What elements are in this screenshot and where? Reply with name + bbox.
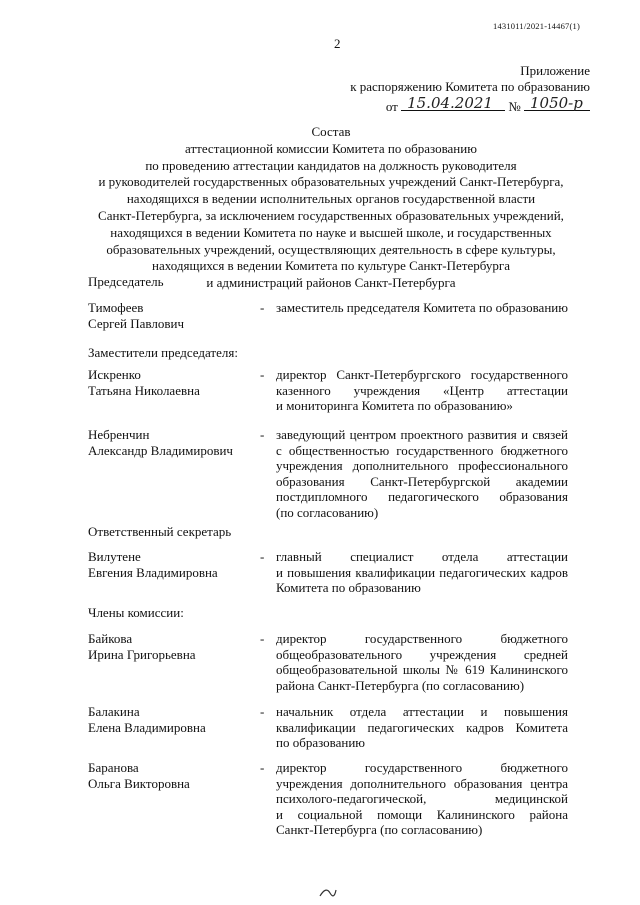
member-name	[88, 549, 258, 580]
member-name	[88, 300, 258, 331]
member-given-names: Евгения Владимировна	[88, 564, 218, 580]
title-line: аттестационной комиссии Комитета по образованию	[185, 140, 477, 156]
member-given-names: Елена Владимировна	[88, 719, 206, 735]
member-surname: Искренко	[88, 367, 141, 382]
appendix-label: Приложение	[520, 63, 590, 78]
member-role	[276, 367, 568, 414]
member-role	[276, 631, 568, 693]
member-name	[88, 760, 258, 791]
role-line: учреждения дополнительного образования центра	[276, 775, 568, 791]
role-line: заместитель председателя Комитета по образованию	[276, 300, 568, 315]
appendix-header	[350, 63, 590, 115]
title-line: и администраций районов Санкт-Петербурга	[206, 275, 456, 291]
role-line: психолого-педагогической, медицинской	[276, 791, 568, 807]
role-line: общеобразовательного учреждения средней	[276, 646, 568, 662]
member-role	[276, 704, 568, 751]
entry-dash: -	[260, 367, 265, 382]
title-line: образовательных учреждений, осуществляющих деятельность в сфере культуры,	[106, 241, 556, 257]
date-field	[401, 95, 505, 111]
member-role	[276, 427, 568, 521]
member-surname: Тимофеев	[88, 300, 144, 315]
number-prefix: №	[508, 99, 521, 114]
member-surname: Небренчин	[88, 427, 150, 442]
title-line: находящихся в ведении Комитета по науке и высшей школе, и государственных	[110, 224, 552, 240]
section-secretary-heading: Ответственный секретарь	[88, 524, 232, 539]
entry-dash: -	[260, 704, 265, 719]
role-line: квалификации педагогических кадров Комитета	[276, 719, 568, 735]
member-role	[276, 549, 568, 596]
role-line: района Санкт-Петербурга (по согласованию)	[276, 677, 525, 693]
entry-dash: -	[260, 760, 265, 775]
entry-dash: -	[260, 549, 265, 564]
role-line: Санкт-Петербурга (по согласованию)	[276, 822, 483, 838]
role-line: общеобразовательной школы № 619 Калининского	[276, 662, 568, 678]
member-surname: Балакина	[88, 704, 140, 719]
role-line: учреждения дополнительного профессионального	[276, 458, 568, 474]
title-line: находящихся в ведении Комитета по культуре Санкт-Петербурга	[152, 258, 510, 274]
entry-dash: -	[260, 427, 265, 442]
date-prefix: от	[385, 99, 398, 114]
appendix-date-number-line	[350, 95, 590, 115]
role-line: Комитета по образованию	[276, 580, 421, 596]
member-role	[276, 760, 568, 838]
role-line: образования Санкт-Петербургской академии	[276, 473, 568, 489]
role-line: директор государственного бюджетного	[276, 760, 568, 775]
document-title	[90, 124, 572, 292]
member-given-names: Сергей Павлович	[88, 315, 184, 331]
entry-dash: -	[260, 300, 265, 315]
member-surname: Вилутене	[88, 549, 141, 564]
role-line: постдипломного педагогического образования	[276, 489, 568, 505]
member-surname: Байкова	[88, 631, 133, 646]
title-line: Состав	[311, 124, 351, 139]
section-chair-heading: Председатель	[88, 274, 164, 289]
number-field	[524, 95, 590, 111]
handwritten-order-number: 1050-р	[530, 94, 583, 112]
section-members-heading: Члены комиссии:	[88, 605, 184, 620]
role-line: и повышения квалификации педагогических кадров	[276, 564, 568, 580]
member-name	[88, 631, 258, 662]
role-line: главный специалист отдела аттестации	[276, 549, 568, 564]
page-number: 2	[334, 36, 341, 51]
title-line: и руководителей государственных образовательных учреждений Санкт-Петербурга,	[98, 174, 564, 190]
member-given-names: Татьяна Николаевна	[88, 382, 200, 398]
member-name	[88, 704, 258, 735]
title-line: Санкт-Петербурга, за исключением государственных образовательных учреждений,	[98, 207, 564, 223]
appendix-order-reference: к распоряжению Комитета по образованию	[350, 79, 590, 94]
role-line: и социальной помощи Калининского района	[276, 806, 568, 822]
role-line: начальник отдела аттестации и повышения	[276, 704, 568, 719]
role-line: и мониторинга Комитета по образованию»	[276, 398, 513, 414]
member-given-names: Александр Владимирович	[88, 442, 233, 458]
member-given-names: Ирина Григорьевна	[88, 646, 196, 662]
role-line: директор государственного бюджетного	[276, 631, 568, 646]
member-name	[88, 367, 258, 398]
role-line: директор Санкт-Петербургского государственного	[276, 367, 568, 382]
role-line: заведующий центром проектного развития и связей	[276, 427, 568, 442]
role-line: (по согласованию)	[276, 504, 379, 520]
role-line: по образованию	[276, 735, 366, 751]
title-line: по проведению аттестации кандидатов на должность руководителя	[145, 157, 517, 173]
entry-dash: -	[260, 631, 265, 646]
member-name	[88, 427, 258, 458]
document-registration-number: 1431011/2021-14467(1)	[493, 21, 580, 31]
title-line: находящихся в ведении исполнительных органов государственной власти	[126, 191, 536, 207]
member-given-names: Ольга Викторовна	[88, 775, 190, 791]
member-surname: Баранова	[88, 760, 139, 775]
section-deputies-heading: Заместители председателя:	[88, 345, 238, 360]
member-role	[276, 300, 568, 316]
role-line: казенного учреждения «Центр аттестации	[276, 382, 568, 398]
role-line: с общественностью государственного бюджетного	[276, 442, 568, 458]
handwritten-date: 15.04.2021	[407, 94, 493, 112]
margin-pen-mark	[318, 884, 338, 902]
